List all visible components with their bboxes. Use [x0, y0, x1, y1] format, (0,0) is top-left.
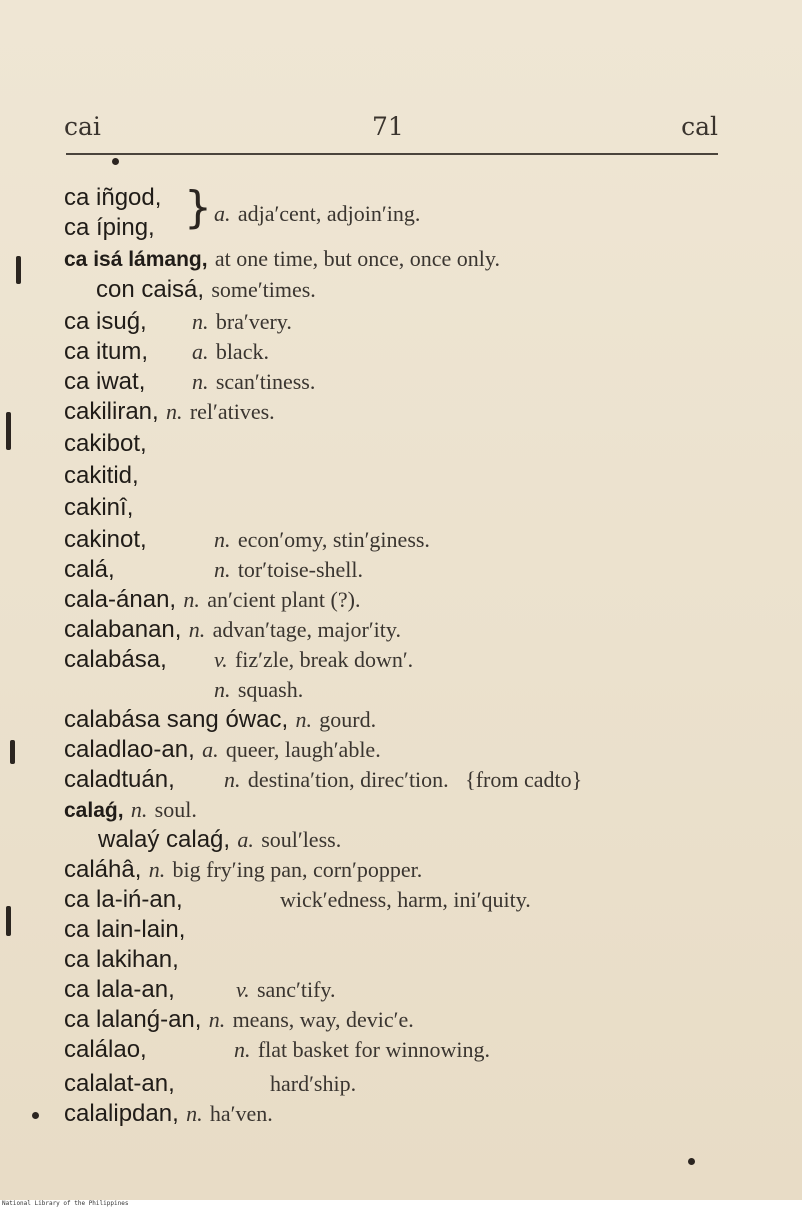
definition: means, way, devic′e. [232, 1007, 414, 1032]
entry [96, 276, 316, 304]
part-of-speech: n. [224, 767, 241, 792]
headword: calaǵ, [64, 799, 124, 822]
headword: calálao, [64, 1036, 147, 1063]
entry [64, 1006, 414, 1034]
headword: calabása, [64, 646, 167, 673]
ink-dot [688, 1158, 695, 1165]
definition: sanc′tify. [256, 977, 336, 1002]
headword: ca lalanǵ-an, [64, 1006, 202, 1033]
ink-dot [112, 158, 119, 165]
headword: ca iñgod, [64, 184, 162, 211]
part-of-speech: n. [186, 1101, 203, 1126]
running-head-left: cai [64, 112, 101, 141]
entry [64, 856, 422, 884]
part-of-speech: v. [236, 977, 250, 1002]
footer-credit: National Library of the Philippines [2, 1200, 129, 1207]
headword: ca itum, [64, 338, 149, 365]
entry [64, 1100, 273, 1128]
definition: queer, laugh′able. [225, 737, 381, 762]
part-of-speech: n. [234, 1037, 251, 1062]
part-of-speech: n. [166, 399, 183, 424]
entry [64, 398, 275, 426]
headword: caladlao-an, [64, 736, 195, 763]
headword: ca isá lámang, [64, 248, 208, 271]
part-of-speech: a. [192, 339, 209, 364]
entry [64, 368, 316, 396]
margin-mark [10, 740, 15, 764]
part-of-speech: n. [214, 527, 231, 552]
margin-mark [6, 906, 11, 936]
part-of-speech: n. [208, 1007, 226, 1032]
grouping-brace: } [184, 182, 212, 233]
definition: bra′very. [215, 309, 292, 334]
headword: cakiliran, [64, 398, 159, 425]
part-of-speech: a. [202, 737, 219, 762]
part-of-speech: v. [214, 647, 228, 672]
headword: ca lain-lain, [64, 916, 186, 943]
entry [214, 676, 303, 704]
part-of-speech: n. [192, 309, 209, 334]
margin-mark [16, 256, 21, 284]
headword: ca lakihan, [64, 946, 179, 973]
definition: gourd. [319, 707, 377, 732]
part-of-speech: a. [214, 201, 231, 226]
headword: ca íping, [64, 214, 155, 241]
entry [64, 184, 161, 212]
headword: cakibot, [64, 430, 147, 457]
headword: calabása sang ówac, [64, 706, 289, 733]
entry [64, 796, 197, 825]
part-of-speech: n. [192, 369, 209, 394]
definition: soul′less. [261, 827, 342, 852]
entry [64, 616, 401, 644]
definition: fiz′zle, break down′. [234, 647, 414, 672]
definition: at one time, but once, once only. [214, 246, 500, 271]
definition: econ′omy, stin′giness. [237, 527, 430, 552]
definition: big fry′ing pan, corn′popper. [172, 857, 423, 882]
definition: tor′toise-shell. [237, 557, 363, 582]
headword: caladtuán, [64, 766, 175, 793]
headword: calabanan, [64, 616, 182, 643]
headword: calá, [64, 556, 115, 583]
definition: squash. [237, 677, 304, 702]
headword: cala-ánan, [64, 586, 177, 613]
margin-mark [6, 412, 11, 450]
entry [64, 946, 179, 974]
part-of-speech: n. [148, 857, 166, 882]
part-of-speech: n. [188, 617, 206, 642]
entry [64, 736, 381, 764]
definition: black. [215, 339, 269, 364]
definition: advan′tage, major′ity. [212, 617, 401, 642]
headword: cakitid, [64, 462, 139, 489]
part-of-speech: a. [237, 827, 254, 852]
entry [214, 200, 420, 228]
entry [64, 430, 147, 458]
entry [64, 766, 583, 794]
scan-footer [0, 1200, 802, 1208]
definition: an′cient plant (?). [207, 587, 361, 612]
definition: soul. [154, 797, 197, 822]
part-of-speech: n. [214, 677, 231, 702]
headword: cakinî, [64, 494, 134, 521]
headword: calalipdan, [64, 1100, 179, 1127]
entry [98, 826, 341, 854]
entry [64, 976, 336, 1004]
definition: rel′atives. [189, 399, 275, 424]
entry [64, 338, 269, 366]
entry [64, 245, 500, 274]
entry [64, 462, 139, 490]
definition: destina′tion, direc′tion. {from cadto} [247, 767, 583, 792]
ink-dot [32, 1112, 39, 1119]
entry [64, 586, 360, 614]
headword: cakinot, [64, 526, 147, 553]
entry [64, 556, 363, 584]
definition: flat basket for winnowing. [257, 1037, 490, 1062]
headword: ca isuǵ, [64, 308, 147, 335]
entry [64, 308, 292, 336]
definition: scan′tiness. [215, 369, 316, 394]
definition: ha′ven. [209, 1101, 273, 1126]
part-of-speech: n. [214, 557, 231, 582]
headword: ca lala-an, [64, 976, 175, 1003]
entry [64, 916, 185, 944]
headword: calalat-an, [64, 1070, 175, 1097]
definition: wick′edness, harm, ini′quity. [280, 887, 531, 912]
headword: walaý calaǵ, [98, 826, 231, 853]
part-of-speech: n. [183, 587, 200, 612]
headword: con caisá, [96, 276, 205, 303]
headword: ca iwat, [64, 368, 146, 395]
headword: caláhâ, [64, 856, 142, 883]
entry [64, 706, 376, 734]
definition: adja′cent, adjoin′ing. [237, 201, 421, 226]
headword: ca la-iń-an, [64, 886, 183, 913]
page-number: 71 [372, 112, 404, 141]
entry [64, 494, 133, 522]
entry [64, 526, 430, 554]
definition: some′times. [211, 277, 316, 302]
entry [64, 1036, 490, 1064]
entry [64, 646, 414, 674]
header-rule [66, 153, 718, 155]
running-head-right: cal [681, 112, 718, 141]
definition: hard′ship. [270, 1071, 357, 1096]
part-of-speech: n. [130, 797, 148, 822]
entry [64, 214, 155, 242]
entry [64, 1070, 357, 1098]
part-of-speech: n. [295, 707, 312, 732]
entry [64, 886, 531, 914]
